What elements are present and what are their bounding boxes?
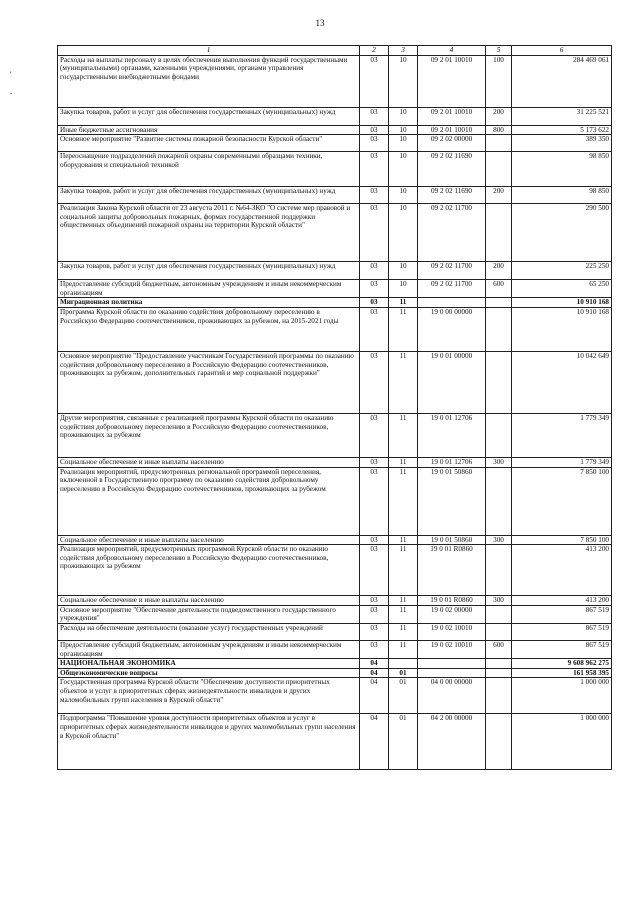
table-row (58, 280, 612, 298)
row-subsection-cell: 10 (389, 107, 418, 125)
row-expense-type-cell: 800 (486, 125, 512, 135)
row-name-cell: Основное мероприятие "Предоставление участникам Государственной программы по оказанию содействия добровольному переселению в Российскую Федерацию соотечественников, проживающих за рубежом, дополнительных гарантий и мер социальной поддержки" (58, 351, 360, 413)
table-row (58, 125, 612, 135)
row-amount-cell: 284 469 061 (512, 55, 612, 107)
row-expense-type-cell: 200 (486, 107, 512, 125)
row-target-article-cell: 19 0 02 00000 (418, 605, 486, 623)
row-expense-type-cell (486, 135, 512, 152)
row-amount-cell: 1 000 000 (512, 714, 612, 770)
row-expense-type-cell (486, 545, 512, 596)
row-subsection-cell: 01 (389, 678, 418, 714)
row-subsection-cell: 11 (389, 535, 418, 545)
row-section-cell: 03 (360, 280, 389, 298)
row-target-article-cell: 19 0 01 12706 (418, 413, 486, 457)
row-name-cell: Социальное обеспечение и иные выплаты населению (58, 457, 360, 467)
row-amount-cell: 10 042 649 (512, 351, 612, 413)
row-target-article-cell: 19 0 02 10010 (418, 623, 486, 640)
budget-table (57, 45, 612, 770)
row-expense-type-cell: 300 (486, 596, 512, 606)
row-amount-cell: 290 500 (512, 204, 612, 262)
row-section-cell: 03 (360, 204, 389, 262)
table-row (58, 204, 612, 262)
row-amount-cell: 5 173 622 (512, 125, 612, 135)
row-target-article-cell: 19 0 00 00000 (418, 307, 486, 351)
table-row (58, 678, 612, 714)
table-row (58, 107, 612, 125)
row-subsection-cell: 10 (389, 152, 418, 187)
row-expense-type-cell (486, 204, 512, 262)
row-expense-type-cell: 200 (486, 187, 512, 204)
row-target-article-cell: 09 2 01 10010 (418, 107, 486, 125)
row-name-cell: Государственная программа Курской области "Обеспечение доступности приоритетных объектов и услуг в приоритетных сферах жизнедеятельности инвалидов и других маломобильных групп населения в Курской области" (58, 678, 360, 714)
row-expense-type-cell (486, 307, 512, 351)
table-row (58, 55, 612, 107)
table-row (58, 457, 612, 467)
row-section-cell: 03 (360, 545, 389, 596)
row-name-cell: Закупка товаров, работ и услуг для обеспечения государственных (муниципальных) нужд (58, 262, 360, 280)
row-expense-type-cell (486, 413, 512, 457)
table-row (58, 668, 612, 678)
row-expense-type-cell (486, 714, 512, 770)
row-amount-cell: 867 519 (512, 640, 612, 658)
row-target-article-cell: 09 2 02 11700 (418, 280, 486, 298)
row-subsection-cell: 10 (389, 55, 418, 107)
table-row (58, 298, 612, 308)
header-col-3: 3 (389, 46, 418, 56)
row-amount-cell: 31 225 521 (512, 107, 612, 125)
table-row (58, 413, 612, 457)
row-amount-cell: 10 910 168 (512, 307, 612, 351)
row-amount-cell: 9 608 962 275 (512, 659, 612, 669)
row-target-article-cell: 09 2 01 10010 (418, 55, 486, 107)
row-section-cell: 03 (360, 623, 389, 640)
row-expense-type-cell (486, 605, 512, 623)
row-name-cell: Расходы на выплаты персоналу в целях обеспечения выполнения функций государственными (муниципальными) органами, казенными учреждениями, органами управления государственными внебюджетными фондами (58, 55, 360, 107)
table-header-row (58, 46, 612, 56)
row-section-cell: 03 (360, 125, 389, 135)
row-subsection-cell: 10 (389, 262, 418, 280)
row-name-cell: Миграционная политика (58, 298, 360, 308)
row-amount-cell: 867 519 (512, 623, 612, 640)
row-expense-type-cell (486, 351, 512, 413)
row-name-cell: Иные бюджетные ассигнования (58, 125, 360, 135)
table-row (58, 187, 612, 204)
row-name-cell: Другие мероприятия, связанные с реализацией программы Курской области по оказанию содействия добровольному переселению в Российскую Федерацию соотечественников, проживающих за рубежом (58, 413, 360, 457)
row-amount-cell: 1 000 000 (512, 678, 612, 714)
row-section-cell: 03 (360, 467, 389, 535)
row-subsection-cell: 11 (389, 307, 418, 351)
row-section-cell: 03 (360, 107, 389, 125)
row-target-article-cell (418, 668, 486, 678)
row-section-cell: 04 (360, 668, 389, 678)
header-col-1: 1 (58, 46, 360, 56)
margin-mark: . (10, 86, 13, 96)
row-name-cell: Закупка товаров, работ и услуг для обеспечения государственных (муниципальных) нужд (58, 187, 360, 204)
row-subsection-cell: 01 (389, 714, 418, 770)
row-name-cell: Реализация Закона Курской области от 23 августа 2011 г. №64-ЗКО "О системе мер правовой и социальной защиты добровольных пожарных, формах государственной поддержки общественных объединений пожарной охраны на территории Курской области" (58, 204, 360, 262)
row-amount-cell: 389 350 (512, 135, 612, 152)
row-subsection-cell: 11 (389, 467, 418, 535)
row-section-cell: 03 (360, 307, 389, 351)
row-name-cell: Подпрограмма "Повышение уровня доступности приоритетных объектов и услуг в приоритетных сферах жизнедеятельности инвалидов и других маломобильных групп населения в Курской области" (58, 714, 360, 770)
row-name-cell: Реализация мероприятий, предусмотренных региональной программой переселения, включенной в Государственную программу по оказанию содействия добровольному переселению в Российскую Федерацию соотечественников, проживающих за рубежом (58, 467, 360, 535)
table-row (58, 545, 612, 596)
row-section-cell: 03 (360, 187, 389, 204)
table-row (58, 714, 612, 770)
row-target-article-cell: 19 0 01 00000 (418, 351, 486, 413)
row-subsection-cell: 10 (389, 135, 418, 152)
table-row (58, 623, 612, 640)
row-name-cell: Предоставление субсидий бюджетным, автономным учреждениям и иным некоммерческим организациям (58, 640, 360, 658)
table-body (58, 55, 612, 770)
row-amount-cell: 65 250 (512, 280, 612, 298)
row-section-cell: 03 (360, 596, 389, 606)
row-name-cell: Программа Курской области по оказанию содействия добровольному переселению в Российскую Федерацию соотечественников, проживающих за рубежом, на 2015-2021 годы (58, 307, 360, 351)
row-section-cell: 03 (360, 135, 389, 152)
row-section-cell: 03 (360, 640, 389, 658)
row-amount-cell: 7 850 100 (512, 467, 612, 535)
row-section-cell: 03 (360, 535, 389, 545)
row-target-article-cell: 04 0 00 00000 (418, 678, 486, 714)
row-subsection-cell: 11 (389, 596, 418, 606)
row-expense-type-cell: 600 (486, 640, 512, 658)
row-target-article-cell: 09 2 01 10010 (418, 125, 486, 135)
row-subsection-cell: 11 (389, 545, 418, 596)
row-amount-cell: 7 850 100 (512, 535, 612, 545)
row-section-cell: 04 (360, 714, 389, 770)
row-target-article-cell (418, 298, 486, 308)
row-amount-cell: 10 910 168 (512, 298, 612, 308)
row-name-cell: Закупка товаров, работ и услуг для обеспечения государственных (муниципальных) нужд (58, 107, 360, 125)
row-section-cell: 03 (360, 351, 389, 413)
row-name-cell: НАЦИОНАЛЬНАЯ ЭКОНОМИКА (58, 659, 360, 669)
row-amount-cell: 161 958 395 (512, 668, 612, 678)
header-col-4: 4 (418, 46, 486, 56)
table-row (58, 605, 612, 623)
row-expense-type-cell (486, 623, 512, 640)
row-subsection-cell: 11 (389, 351, 418, 413)
row-target-article-cell (418, 659, 486, 669)
table-row (58, 659, 612, 669)
row-target-article-cell: 19 0 01 12706 (418, 457, 486, 467)
row-expense-type-cell: 200 (486, 262, 512, 280)
table-row (58, 262, 612, 280)
row-expense-type-cell (486, 659, 512, 669)
table-row (58, 351, 612, 413)
row-subsection-cell: 11 (389, 457, 418, 467)
row-amount-cell: 413 200 (512, 596, 612, 606)
row-name-cell: Переоснащение подразделений пожарной охраны современными образцами техники, оборудования и специальной техникой (58, 152, 360, 187)
header-col-5: 5 (486, 46, 512, 56)
row-expense-type-cell: 300 (486, 535, 512, 545)
row-target-article-cell: 09 2 02 11690 (418, 152, 486, 187)
row-subsection-cell: 11 (389, 623, 418, 640)
row-name-cell: Общеэкономические вопросы (58, 668, 360, 678)
row-expense-type-cell (486, 668, 512, 678)
row-target-article-cell: 19 0 01 50860 (418, 467, 486, 535)
row-subsection-cell (389, 659, 418, 669)
row-subsection-cell: 11 (389, 605, 418, 623)
row-amount-cell: 98 850 (512, 152, 612, 187)
table-row (58, 152, 612, 187)
header-col-2: 2 (360, 46, 389, 56)
row-amount-cell: 1 779 349 (512, 457, 612, 467)
table-row (58, 467, 612, 535)
row-subsection-cell: 10 (389, 204, 418, 262)
row-name-cell: Основное мероприятие "Обеспечение деятельности подведомственного государственного учреждения" (58, 605, 360, 623)
table-row (58, 535, 612, 545)
row-section-cell: 03 (360, 152, 389, 187)
row-subsection-cell: 11 (389, 298, 418, 308)
row-target-article-cell: 19 0 02 10010 (418, 640, 486, 658)
table-row (58, 135, 612, 152)
row-name-cell: Реализация мероприятий, предусмотренных программой Курской области по оказанию содействия добровольному переселению в Российскую Федерацию соотечественников, проживающих за рубежом (58, 545, 360, 596)
row-name-cell: Социальное обеспечение и иные выплаты населению (58, 535, 360, 545)
row-expense-type-cell (486, 298, 512, 308)
row-expense-type-cell (486, 152, 512, 187)
row-expense-type-cell: 600 (486, 280, 512, 298)
row-name-cell: Социальное обеспечение и иные выплаты населению (58, 596, 360, 606)
row-section-cell: 03 (360, 298, 389, 308)
row-expense-type-cell (486, 678, 512, 714)
row-subsection-cell: 11 (389, 413, 418, 457)
row-expense-type-cell (486, 467, 512, 535)
row-subsection-cell: 10 (389, 280, 418, 298)
row-section-cell: 03 (360, 457, 389, 467)
row-target-article-cell: 09 2 02 11700 (418, 262, 486, 280)
table-row (58, 596, 612, 606)
row-section-cell: 03 (360, 262, 389, 280)
row-name-cell: Предоставление субсидий бюджетным, автономным учреждениям и иным некоммерческим организациям (58, 280, 360, 298)
row-expense-type-cell: 300 (486, 457, 512, 467)
row-subsection-cell: 10 (389, 125, 418, 135)
row-amount-cell: 1 779 349 (512, 413, 612, 457)
row-target-article-cell: 19 0 01 R0860 (418, 545, 486, 596)
row-target-article-cell: 09 2 02 00000 (418, 135, 486, 152)
row-section-cell: 03 (360, 413, 389, 457)
row-subsection-cell: 11 (389, 640, 418, 658)
table-row (58, 307, 612, 351)
row-subsection-cell: 01 (389, 668, 418, 678)
row-target-article-cell: 19 0 01 50860 (418, 535, 486, 545)
row-target-article-cell: 09 2 02 11700 (418, 204, 486, 262)
row-section-cell: 04 (360, 678, 389, 714)
row-subsection-cell: 10 (389, 187, 418, 204)
row-amount-cell: 867 519 (512, 605, 612, 623)
table-row (58, 640, 612, 658)
row-amount-cell: 98 850 (512, 187, 612, 204)
row-section-cell: 03 (360, 605, 389, 623)
row-expense-type-cell: 100 (486, 55, 512, 107)
header-col-6: 6 (512, 46, 612, 56)
row-section-cell: 03 (360, 55, 389, 107)
row-amount-cell: 225 250 (512, 262, 612, 280)
row-target-article-cell: 09 2 02 11690 (418, 187, 486, 204)
row-target-article-cell: 04 2 00 00000 (418, 714, 486, 770)
row-amount-cell: 413 200 (512, 545, 612, 596)
row-section-cell: 04 (360, 659, 389, 669)
row-name-cell: Расходы на обеспечение деятельности (оказание услуг) государственных учреждений (58, 623, 360, 640)
row-name-cell: Основное мероприятие "Развитие системы пожарной безопасности Курской области" (58, 135, 360, 152)
margin-mark: ' (10, 70, 12, 80)
page-number: 13 (315, 18, 325, 28)
row-target-article-cell: 19 0 01 R0860 (418, 596, 486, 606)
